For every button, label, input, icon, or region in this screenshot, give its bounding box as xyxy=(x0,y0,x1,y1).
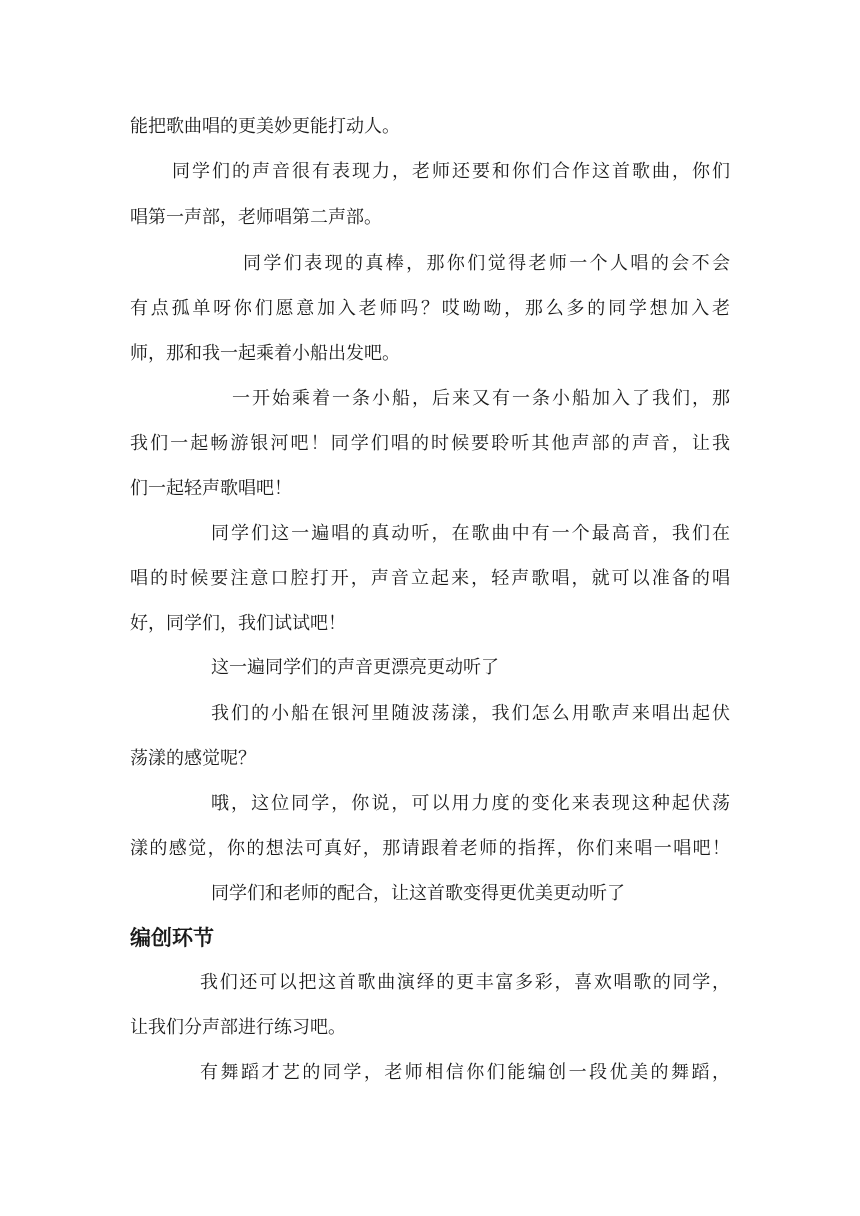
paragraph-line: 我们还可以把这首歌曲演绎的更丰富多彩，喜欢唱歌的同学， xyxy=(200,972,730,993)
paragraph-line: 师，那和我一起乘着小船出发吧。 xyxy=(130,343,400,364)
paragraph-line: 同学们的声音很有表现力，老师还要和你们合作这首歌曲，你们 xyxy=(172,161,730,182)
paragraph-line: 同学们和老师的配合，让这首歌变得更优美更动听了 xyxy=(211,883,625,904)
paragraph-line: 唱第一声部，老师唱第二声部。 xyxy=(130,207,382,228)
paragraph-line: 有舞蹈才艺的同学，老师相信你们能编创一段优美的舞蹈， xyxy=(200,1062,730,1083)
paragraph-line: 漾的感觉，你的想法可真好，那请跟着老师的指挥，你们来唱一唱吧！ xyxy=(130,838,730,859)
paragraph-line: 们一起轻声歌唱吧！ xyxy=(130,478,292,499)
paragraph-line: 好，同学们，我们试试吧！ xyxy=(130,613,346,634)
paragraph-line: 哦，这位同学，你说，可以用力度的变化来表现这种起伏荡 xyxy=(211,793,730,814)
paragraph-line: 我们一起畅游银河吧！同学们唱的时候要聆听其他声部的声音，让我 xyxy=(130,433,730,454)
paragraph-line: 让我们分声部进行练习吧。 xyxy=(130,1017,346,1038)
paragraph-line: 我们的小船在银河里随波荡漾，我们怎么用歌声来唱出起伏 xyxy=(211,703,730,724)
paragraph-line: 这一遍同学们的声音更漂亮更动听了 xyxy=(211,657,499,678)
paragraph-line: 有点孤单呀你们愿意加入老师吗？哎呦呦，那么多的同学想加入老 xyxy=(130,298,730,319)
paragraph-line: 同学们这一遍唱的真动听，在歌曲中有一个最高音，我们在 xyxy=(211,523,730,544)
paragraph-line: 能把歌曲唱的更美妙更能打动人。 xyxy=(130,116,400,137)
paragraph-line: 荡漾的感觉呢？ xyxy=(130,748,256,769)
section-heading: 编创环节 xyxy=(130,926,214,950)
paragraph-line: 一开始乘着一条小船，后来又有一条小船加入了我们，那 xyxy=(232,388,730,409)
paragraph-line: 同学们表现的真棒，那你们觉得老师一个人唱的会不会 xyxy=(243,253,730,274)
paragraph-line: 唱的时候要注意口腔打开，声音立起来，轻声歌唱，就可以准备的唱 xyxy=(130,568,730,589)
